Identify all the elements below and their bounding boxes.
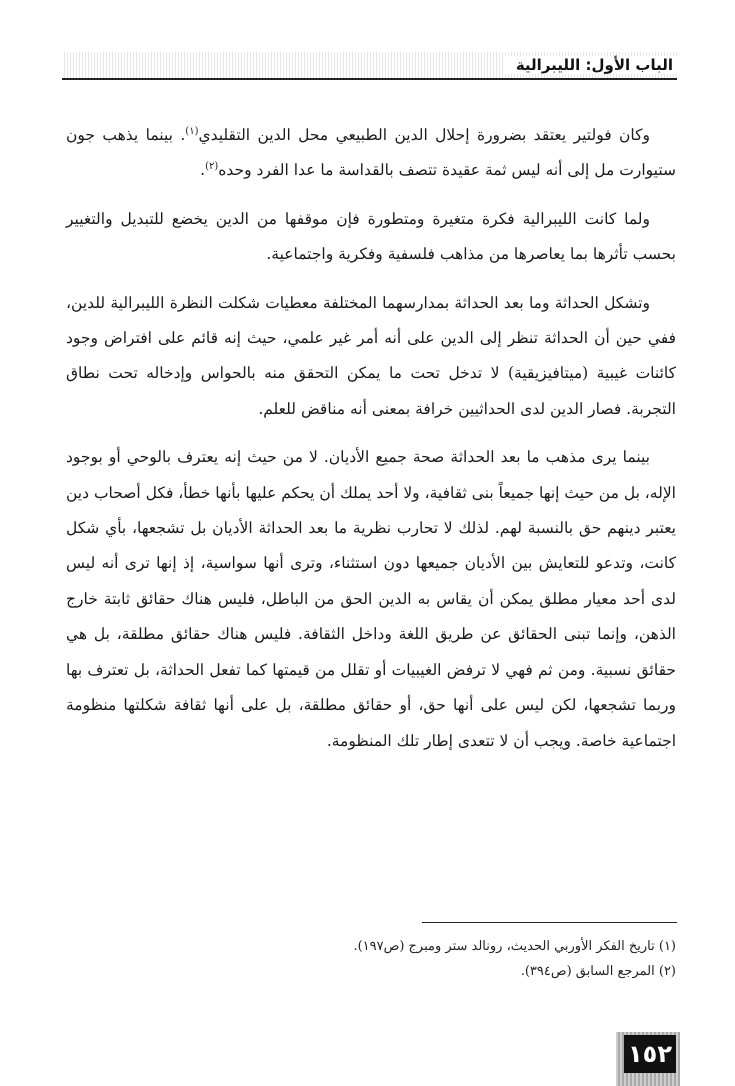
- paragraph-3: وتشكل الحداثة وما بعد الحداثة بمدارسهما المختلفة معطيات شكلت النظرة الليبرالية للدين، ففي حين أن الحداثة تنظر إلى الدين على أنه أمر غير علمي، حيث إنه قائم على افتراض وجود كائنات غيبية (ميتافيزيقية) لا تدخل تحت ما يمكن التحقق منه بالحواس وإدخاله تحت نطاق التجربة. فصار الدين لدى الحداثيين خرافة بمعنى أنه مناقض للعلم.: [66, 293, 676, 418]
- footnote-1: (١) تاريخ الفكر الأوربي الحديث، رونالد ستر ومبرج (ص١٩٧).: [353, 939, 676, 954]
- paragraph-1-text-2: . بينما يذهب جون ستيوارت مل إلى أنه ليس ثمة عقيدة تتصف بالقداسة ما عدا الفرد وحده: [66, 126, 676, 180]
- main-text: [66, 118, 676, 772]
- paragraph-1: [66, 118, 676, 189]
- paragraph-1-end: .: [200, 161, 206, 180]
- paragraph-2: ولما كانت الليبرالية فكرة متغيرة ومتطورة فإن موقفها من الدين يخضع للتبديل والتغيير بحسب تأثرها بما يعاصرها من مذاهب فلسفية وفكرية واجتماعية.: [66, 209, 676, 264]
- footnote-ref-1[interactable]: (١): [185, 125, 199, 137]
- paragraph-1-text: وكان فولتير يعتقد بضرورة إحلال الدين الطبيعي محل الدين التقليدي: [198, 126, 650, 144]
- running-header: [62, 52, 677, 80]
- chapter-title: الباب الأول: الليبرالية: [504, 56, 677, 74]
- footnote-2: (٢) المرجع السابق (ص٣٩٤).: [520, 964, 676, 979]
- page-number: ١٥٢: [624, 1035, 676, 1073]
- footnote-ref-2[interactable]: (٢): [205, 161, 219, 173]
- footnote-divider: [422, 922, 677, 923]
- paragraph-4: بينما يرى مذهب ما بعد الحداثة صحة جميع الأديان. لا من حيث إنه يعترف بالوحي أو بوجود الإله، بل من حيث إنها جميعاً بنى ثقافية، ولا أحد يملك أن يحكم عليها بأنها خطأ، فكل أصحاب دين يعتبر دينهم حق بالنسبة لهم. لذلك لا تحارب نظرية ما بعد الحداثة الأديان بل تشجعها، بأي شكل كانت، وتدعو للتعايش بين الأديان جميعها دون استثناء، وترى أنها سواسية، إذ إنها ترى أنه ليس لدى أحد معيار مطلق يمكن أن يقاس به الدين الحق من الباطل، فليس هناك حقائق ثابتة خارج الذهن، وإنما تبنى الحقائق عن طريق اللغة وداخل الثقافة. فليس هناك حقائق مطلقة، بل هي حقائق نسبية. ومن ثم فهي لا ترفض الغيبيات أو تقلل من قيمتها كما تفعل الحداثة، بل تعترف بها وربما تشجعها، لكن ليس على أنها حق، أو حقائق مطلقة، بل على أنها ثقافة شكلتها منظومة اجتماعية خاصة. ويجب أن لا تتعدى إطار تلك المنظومة.: [66, 448, 676, 750]
- footnotes: [66, 934, 676, 984]
